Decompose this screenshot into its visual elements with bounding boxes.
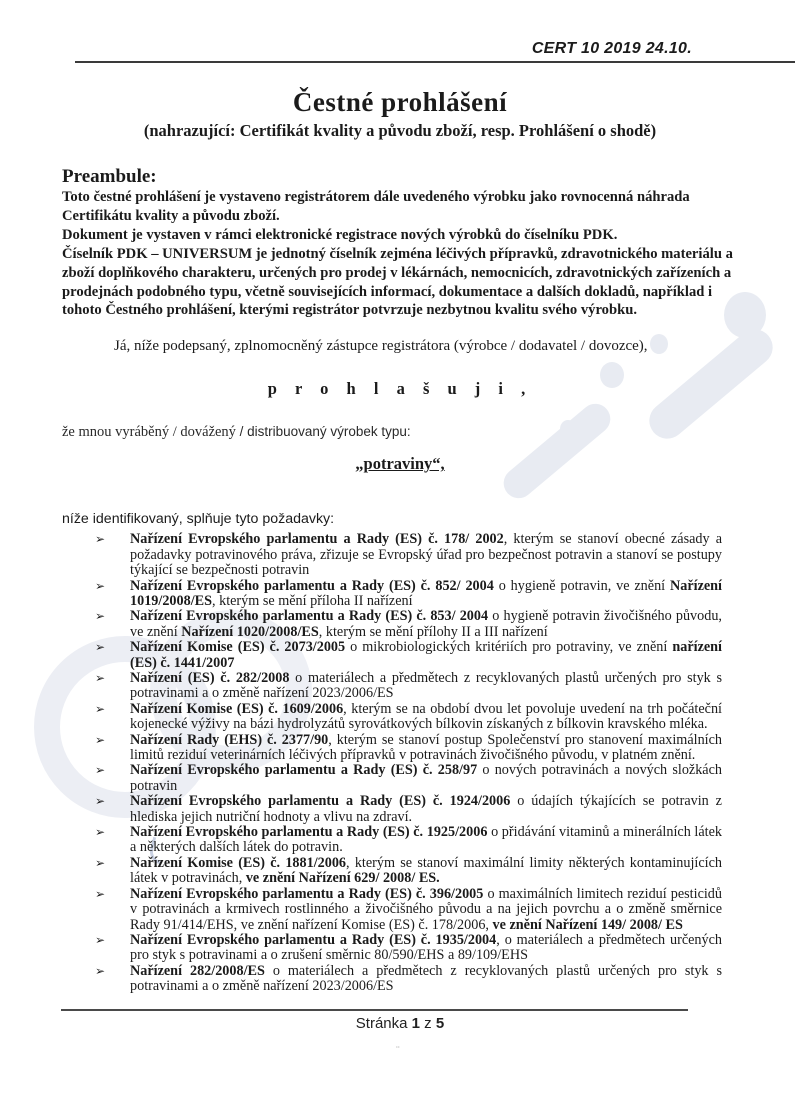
bullet-arrow-icon: ➢	[95, 963, 106, 978]
regulation-name: ve znění Nařízení 629/ 2008/ ES.	[245, 870, 440, 887]
page-number: Stránka 1 z 5	[355, 1015, 445, 1032]
regulation-description: , kterým se stanoví obecné zásady a požadavky potravinového práva, zřizuje se Evropský úřad pro bezpečnost potravin a stanoví se postupy týkající se bezpečnosti potravin	[130, 531, 722, 579]
regulation-name: Nařízení Evropského parlamentu a Rady (ES) č. 853/ 2004	[130, 608, 489, 625]
requirement-item	[95, 702, 722, 733]
regulation-description: o údajích týkajících se potravin z hlediska jejich nutriční hodnoty a vlivu na zdraví.	[130, 793, 722, 825]
regulation-name: Nařízení Komise (ES) č. 1881/2006	[130, 854, 347, 871]
regulation-description: o maximálních limitech reziduí pesticidů v potravinách a krmivech rostlinného a živočišného původu a na jejich povrchu a o změně směrnice Rady 91/414/EHS, ve znění nařízení Komise (ES) č. 178/2006,	[130, 885, 722, 933]
product-line-serif: že mnou vyráběný / dovážený	[62, 424, 240, 441]
regulation-description: o hygieně potravin živočišného původu, ve znění	[130, 608, 722, 640]
bullet-arrow-icon: ➢	[95, 932, 106, 947]
requirement-item	[95, 640, 722, 671]
regulation-description: , kterým se mění přílohy II a III nařízení	[318, 623, 548, 640]
requirement-item	[95, 532, 722, 578]
regulation-name: Nařízení Evropského parlamentu a Rady (ES) č. 1935/2004	[130, 931, 497, 948]
requirement-item	[95, 671, 722, 702]
bullet-arrow-icon: ➢	[95, 886, 106, 901]
page-subtitle: (nahrazující: Certifikát kvality a původu zboží, resp. Prohlášení o shodě)	[143, 121, 657, 140]
regulation-description: o mikrobiologických kritériích pro potraviny, ve znění	[345, 639, 673, 656]
regulation-description: o materiálech a předmětech z recyklovaných plastů určených pro styk s potravinami a o změně nařízení 2023/2006/ES	[130, 962, 723, 995]
regulation-name: Nařízení Evropského parlamentu a Rady (ES) č. 258/97	[130, 762, 478, 779]
footer-rule	[61, 1009, 688, 1011]
preamble-paragraph: Číselník PDK – UNIVERSUM je jednotný číselník zejména léčivých přípravků, zdravotnického materiálu a zboží doplňkového charakteru, určených pro prodej v lékárnách, nemocnicích, zdravotnických zařízeních a prodejnách podobného typu, včetně souvisejících informací, dokumentace a dalších dokladů, například i tohoto Čestného prohlášení, kterými registrátor potvrzuje nezbytnou kvalitu svého výrobku.	[62, 245, 733, 319]
regulation-name: Nařízení Komise (ES) č. 1609/2006	[130, 700, 344, 717]
product-line-sans: / distribuovaný výrobek typu:	[239, 424, 411, 440]
regulation-description: o materiálech a předmětech z recyklovaných plastů určených pro styk s potravinami a o změně nařízení 2023/2006/ES	[130, 670, 723, 702]
regulation-name: Nařízení 282/2008/ES	[130, 962, 265, 979]
requirement-item	[95, 733, 722, 764]
requirement-item	[95, 964, 722, 995]
regulation-description: o přidávání vitaminů a minerálních látek a některých dalších látek do potravin.	[130, 824, 722, 856]
bullet-arrow-icon: ➢	[95, 825, 106, 840]
product-line	[62, 424, 738, 441]
requirement-item	[95, 794, 722, 825]
document-code: CERT 10 2019 24.10.	[531, 40, 692, 57]
bullet-arrow-icon: ➢	[95, 701, 106, 716]
regulation-name: Nařízení Evropského parlamentu a Rady (ES) č. 1924/2006	[130, 793, 511, 810]
regulation-name: Nařízení Komise (ES) č. 2073/2005	[130, 639, 346, 656]
regulation-name: nařízení (ES) č. 1441/2007	[130, 639, 722, 671]
bullet-arrow-icon: ➢	[95, 763, 106, 778]
page-total: 5	[435, 1015, 445, 1032]
bullet-arrow-icon: ➢	[95, 794, 106, 809]
declaration-verb: p r o h l a š u j i ,	[267, 379, 533, 399]
regulation-description: o nových potravinách a nových složkách potravin	[130, 762, 722, 794]
bullet-arrow-icon: ➢	[95, 578, 106, 593]
regulation-description: , kterým se mění příloha II nařízení	[212, 592, 413, 609]
regulation-description: , kterým se stanoví maximální limity některých kontaminujících látek v potravinách,	[130, 854, 722, 887]
regulation-name: Nařízení Rady (EHS) č. 2377/90	[130, 731, 329, 748]
requirement-item	[95, 609, 722, 640]
bullet-arrow-icon: ➢	[95, 732, 106, 747]
bullet-arrow-icon: ➢	[95, 532, 106, 547]
regulation-name: Nařízení Evropského parlamentu a Rady (ES) č. 1925/2006	[130, 824, 488, 841]
regulation-name: Nařízení Evropského parlamentu a Rady (ES) č. 178/ 2002	[130, 531, 504, 548]
regulation-name: ve znění Nařízení 149/ 2008/ ES	[492, 916, 683, 933]
preamble-paragraph: Dokument je vystaven v rámci elektronické registrace nových výrobků do číselníku PDK.	[62, 226, 618, 243]
requirement-item	[95, 825, 722, 856]
preamble-body	[62, 188, 738, 320]
regulation-name: Nařízení 1020/2008/ES	[181, 623, 319, 640]
page-current: 1	[411, 1015, 421, 1032]
regulation-name: Nařízení (ES) č. 282/2008	[130, 670, 290, 686]
scan-artifact: ¨	[396, 1044, 400, 1056]
page-title: Čestné prohlášení	[292, 87, 508, 117]
requirements-intro: níže identifikovaný, splňuje tyto požadavky:	[62, 511, 335, 528]
bullet-arrow-icon: ➢	[95, 671, 106, 685]
requirement-item	[95, 763, 722, 794]
regulation-name: Nařízení Evropského parlamentu a Rady (ES) č. 852/ 2004	[130, 577, 494, 594]
requirement-item	[95, 887, 722, 933]
bullet-arrow-icon: ➢	[95, 609, 106, 624]
requirement-item	[95, 579, 722, 610]
bullet-arrow-icon: ➢	[95, 855, 106, 870]
requirement-item	[95, 933, 722, 964]
regulation-description: o hygieně potravin, ve znění	[493, 577, 670, 594]
regulation-description: , o materiálech a předmětech určených pro styk s potravinami a o zrušení směrnic 80/590/EHS a 89/109/EHS	[130, 931, 722, 964]
regulation-name: Nařízení 1019/2008/ES	[130, 577, 722, 609]
requirements-list	[62, 532, 722, 994]
product-type: „potraviny“,	[355, 454, 445, 474]
declaration-intro: Já, níže podepsaný, zplnomocněný zástupce registrátora (výrobce / dodavatel / dovozce),	[114, 338, 648, 355]
regulation-name: Nařízení Evropského parlamentu a Rady (ES) č. 396/2005	[130, 885, 484, 902]
requirement-item	[95, 856, 722, 887]
header-rule	[75, 61, 795, 63]
preamble-paragraph: Toto čestné prohlášení je vystaveno registrátorem dále uvedeného výrobku jako rovnocenná náhrada Certifikátu kvality a původu zboží.	[62, 189, 690, 224]
preamble-heading: Preambule:	[62, 166, 157, 187]
regulation-description: , kterým se stanoví postup Společenství pro stanovení maximálních limitů reziduí veterinárních léčivých přípravků v potravinách živočišného původu, v platném znění.	[130, 731, 722, 764]
bullet-arrow-icon: ➢	[95, 640, 106, 655]
regulation-description: , kterým se na období dvou let povoluje uvedení na trh počáteční kojenecké výživy na bázi hydrolyzátů syrovátkových bílkovin získaných z bílkovin kravského mléka.	[130, 700, 722, 733]
